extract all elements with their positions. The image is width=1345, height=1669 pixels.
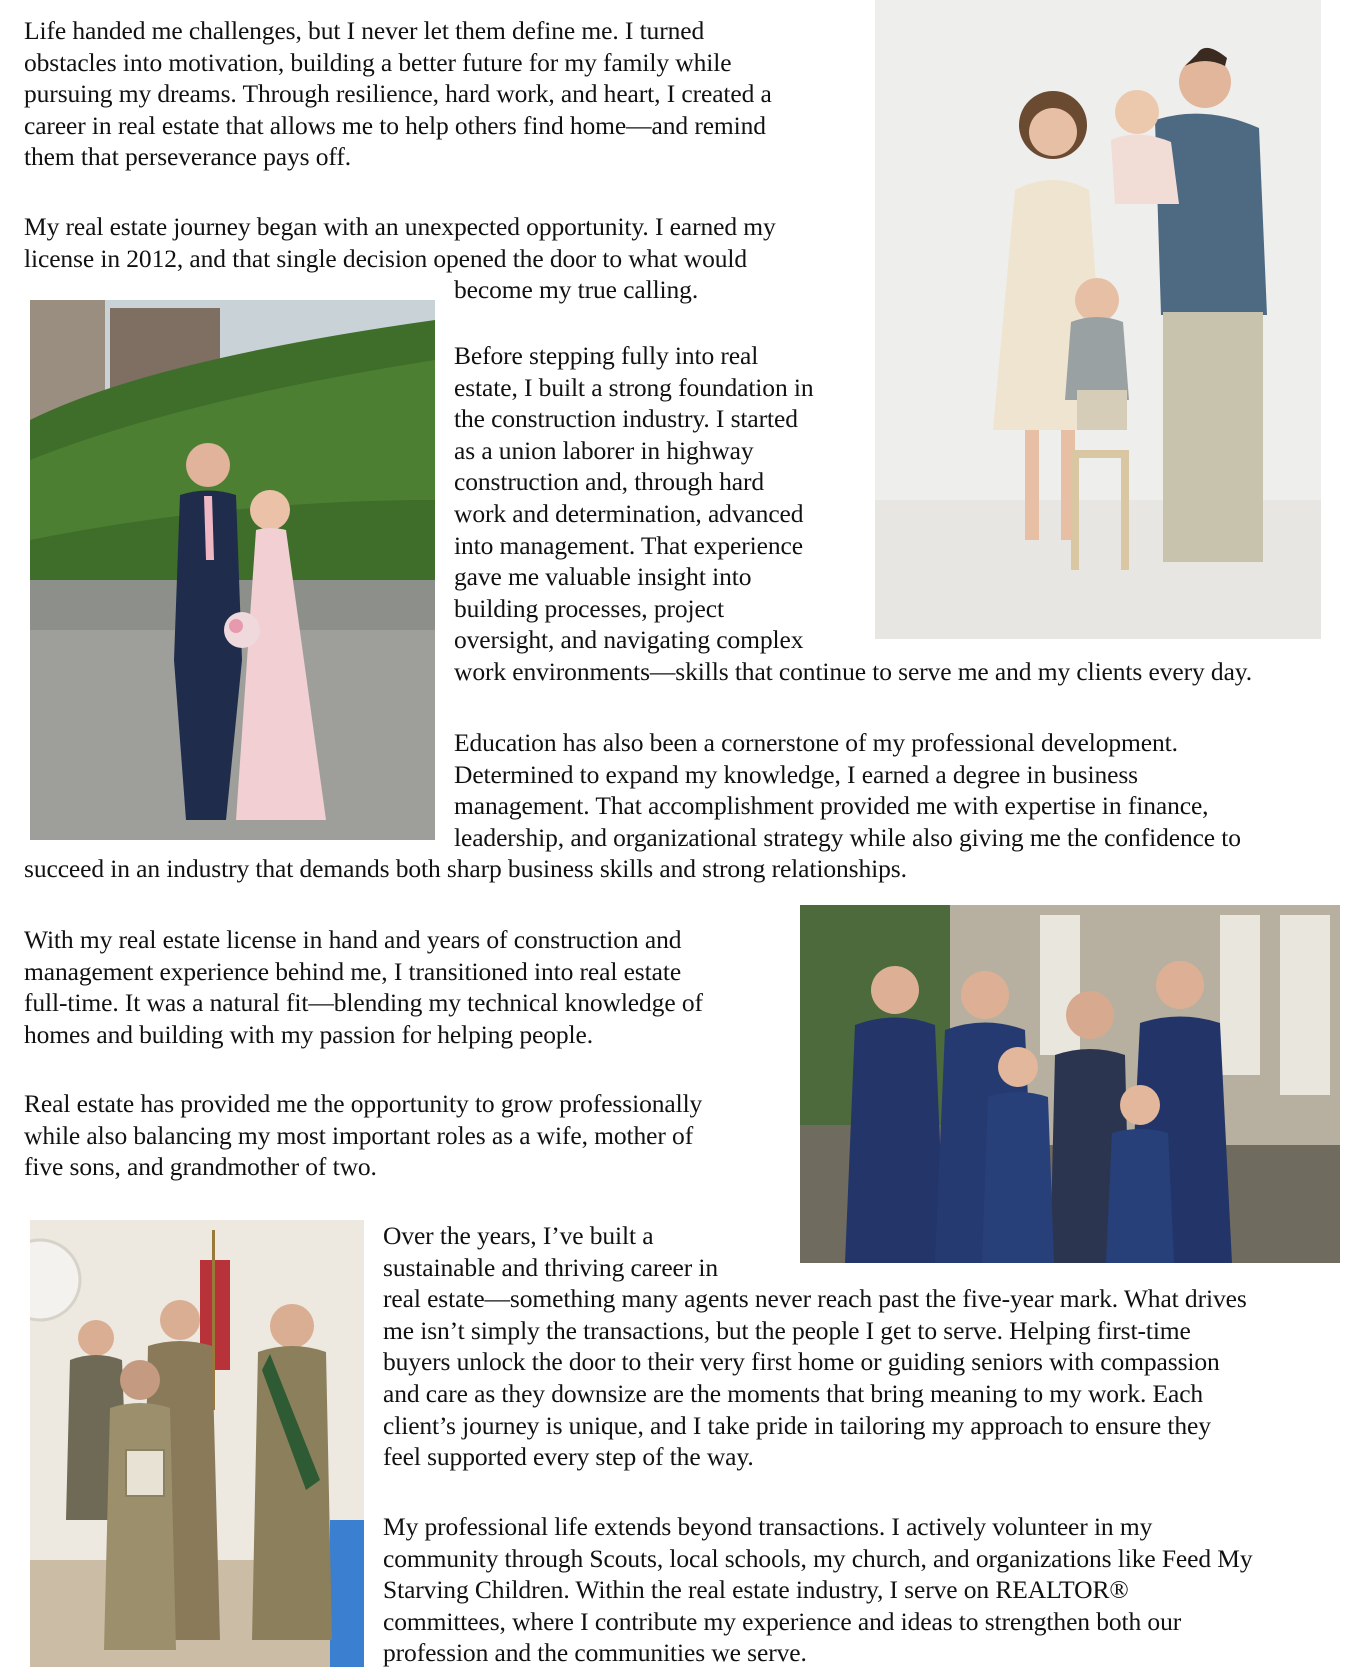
text-line: oversight, and navigating complex <box>454 625 804 655</box>
text-line: estate, I built a strong foundation in <box>454 372 814 402</box>
text-line: while also balancing my most important roles as a wife, mother of <box>24 1120 694 1150</box>
text-line: as a union laborer in highway <box>454 435 754 465</box>
text-line: full-time. It was a natural fit—blending my technical knowledge of <box>24 988 703 1018</box>
text-line: gave me valuable insight into <box>454 562 752 592</box>
text-line: client’s journey is unique, and I take pride in tailoring my approach to ensure they <box>383 1410 1211 1440</box>
paragraph-intro <box>24 15 772 173</box>
text-line: My professional life extends beyond transactions. I actively volunteer in my <box>383 1512 1153 1541</box>
text-line: Starving Children. Within the real estate industry, I serve on REALTOR® <box>383 1575 1129 1605</box>
text-line: Determined to expand my knowledge, I earned a degree in business <box>454 759 1138 789</box>
paragraph-transition <box>24 924 703 1050</box>
text-line: into management. That experience <box>454 530 803 560</box>
text-line: feel supported every step of the way. <box>383 1442 754 1472</box>
family-studio-photo <box>875 0 1321 639</box>
text-line: building processes, project <box>454 593 724 623</box>
text-line: and care as they downsize are the moments that bring meaning to my work. Each <box>383 1378 1204 1408</box>
paragraph-volunteer <box>383 1511 1253 1669</box>
text-line: Real estate has provided me the opportunity to grow professionally <box>24 1089 703 1118</box>
text-line: succeed in an industry that demands both sharp business skills and strong relationships. <box>24 854 907 884</box>
text-line: construction and, through hard <box>454 467 765 497</box>
text-line: license in 2012, and that single decision opened the door to what would <box>24 243 748 273</box>
text-line: community through Scouts, local schools, my church, and organizations like Feed My <box>383 1543 1253 1573</box>
text-line: become my true calling. <box>454 275 699 305</box>
text-line: Over the years, I’ve built a <box>383 1221 654 1250</box>
text-line: the construction industry. I started <box>454 404 798 434</box>
paragraph-journey <box>24 211 776 306</box>
family-suits-photo <box>800 905 1340 1263</box>
text-line: Life handed me challenges, but I never let them define me. I turned <box>24 16 705 45</box>
text-line: management experience behind me, I transitioned into real estate <box>24 956 682 986</box>
text-line: With my real estate license in hand and years of construction and <box>24 925 682 954</box>
text-line: five sons, and grandmother of two. <box>24 1152 377 1182</box>
text-line: management. That accomplishment provided me with expertise in finance, <box>454 791 1209 821</box>
text-line: profession and the communities we serve. <box>383 1638 807 1668</box>
text-line: me isn’t simply the transactions, but the people I get to serve. Helping first-time <box>383 1315 1191 1345</box>
text-line: them that perseverance pays off. <box>24 142 351 172</box>
text-line: obstacles into motivation, building a better future for my family while <box>24 47 732 77</box>
text-line: work environments—skills that continue to serve me and my clients every day. <box>454 656 1253 686</box>
text-line: career in real estate that allows me to help others find home—and remind <box>24 110 766 140</box>
text-line: Before stepping fully into real <box>454 341 759 370</box>
text-line: Education has also been a cornerstone of my professional development. <box>454 728 1178 757</box>
scouts-ceremony-photo <box>30 1220 364 1667</box>
text-line: real estate—something many agents never reach past the five-year mark. What drives <box>383 1284 1247 1314</box>
text-line: committees, where I contribute my experience and ideas to strengthen both our <box>383 1606 1182 1636</box>
text-line: homes and building with my passion for helping people. <box>24 1019 593 1049</box>
text-line: My real estate journey began with an unexpected opportunity. I earned my <box>24 212 776 241</box>
text-line: leadership, and organizational strategy while also giving me the confidence to <box>454 822 1241 852</box>
text-line: pursuing my dreams. Through resilience, hard work, and heart, I created a <box>24 79 772 109</box>
text-line: buyers unlock the door to their very first home or guiding seniors with compassion <box>383 1347 1220 1377</box>
paragraph-family-roles <box>24 1088 702 1183</box>
wedding-couple-photo <box>30 300 435 840</box>
text-line: work and determination, advanced <box>454 498 804 528</box>
text-line: sustainable and thriving career in <box>383 1252 719 1282</box>
